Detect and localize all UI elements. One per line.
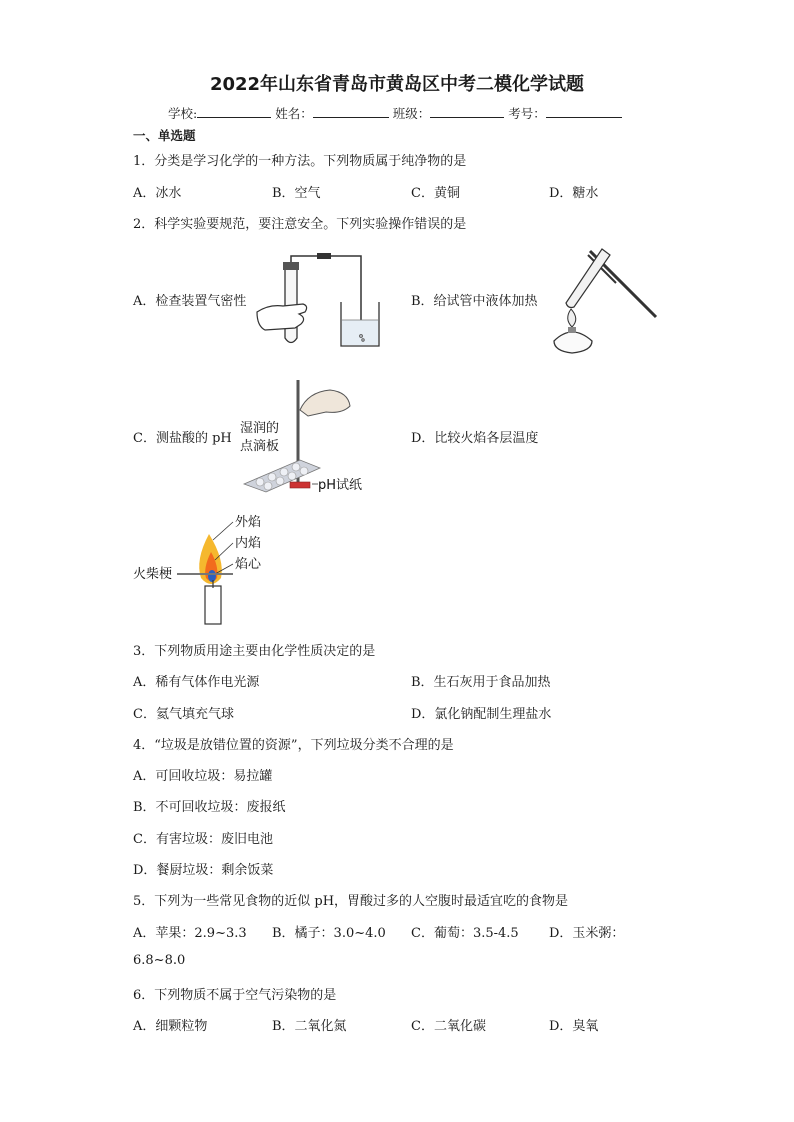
q5-option-d: D．玉米粥： xyxy=(549,926,625,941)
ph-paper-label: pH试纸 xyxy=(318,478,363,493)
q4-option-a: A．可回收垃圾：易拉罐 xyxy=(133,769,273,784)
q1-option-a: A．冰水 xyxy=(133,186,182,201)
q6-option-d: D．臭氧 xyxy=(549,1019,599,1034)
match-label: 火柴梗 xyxy=(133,567,173,582)
q4-option-b: B．不可回收垃圾：废报纸 xyxy=(133,800,286,815)
outer-flame-label: 外焰 xyxy=(235,515,262,530)
beaker-water xyxy=(342,320,378,345)
exam-no-label: 考号： xyxy=(508,106,546,121)
q3-option-d: D．氯化钠配制生理盐水 xyxy=(411,707,552,722)
q6-option-b: B．二氧化氮 xyxy=(272,1019,347,1034)
q1-option-c: C．黄铜 xyxy=(411,186,460,201)
spot-plate-label: 点滴板 xyxy=(240,439,280,454)
candle xyxy=(205,586,221,624)
section-heading: 一、单选题 xyxy=(133,128,196,143)
pointer-line xyxy=(213,522,233,540)
name-blank xyxy=(313,105,389,118)
lamp-wick-holder xyxy=(568,327,576,333)
flame-layers-figure xyxy=(133,510,293,630)
q3-option-b: B．生石灰用于食品加热 xyxy=(411,675,551,690)
q3-option-c: C．氦气填充气球 xyxy=(133,707,234,722)
page-title: 2022年山东省青岛市黄岛区中考二模化学试题 xyxy=(209,74,585,95)
question-6-stem: 6．下列物质不属于空气污染物的是 xyxy=(133,988,337,1003)
q6-option-c: C．二氧化碳 xyxy=(411,1019,486,1034)
school-blank xyxy=(197,105,271,118)
question-3-stem: 3．下列物质用途主要由化学性质决定的是 xyxy=(133,644,376,659)
hand xyxy=(300,390,350,416)
q2-option-d: D．比较火焰各层温度 xyxy=(411,431,539,446)
q5-option-d-continued: 6.8~8.0 xyxy=(133,953,186,968)
name-label: 姓名： xyxy=(275,106,313,121)
wet-label: 湿润的 xyxy=(240,421,280,436)
q1-option-d: D．糖水 xyxy=(549,186,599,201)
ph-paper xyxy=(290,482,310,488)
alcohol-lamp xyxy=(554,332,592,353)
test-tube xyxy=(566,249,610,308)
rubber-stopper xyxy=(283,262,299,270)
airtightness-check-figure xyxy=(255,250,385,350)
class-blank xyxy=(430,105,504,118)
q3-option-a: A．稀有气体作电光源 xyxy=(133,675,260,690)
q2-option-b: B．给试管中液体加热 xyxy=(411,294,538,309)
question-1-stem: 1．分类是学习化学的一种方法。下列物质属于纯净物的是 xyxy=(133,154,467,169)
ph-measurement-figure xyxy=(238,380,378,495)
school-label: 学校: xyxy=(168,106,198,121)
q5-option-b: B．橘子：3.0~4.0 xyxy=(272,926,386,941)
hand xyxy=(257,304,307,330)
tube-connector xyxy=(317,253,331,259)
flame-core-label: 焰心 xyxy=(235,557,262,572)
q5-option-c: C．葡萄：3.5-4.5 xyxy=(411,926,519,941)
q4-option-c: C．有害垃圾：废旧电池 xyxy=(133,832,273,847)
q6-option-a: A．细颗粒物 xyxy=(133,1019,208,1034)
question-2-stem: 2．科学实验要规范，要注意安全。下列实验操作错误的是 xyxy=(133,217,467,232)
flame-core xyxy=(208,570,216,582)
class-label: 班级： xyxy=(392,106,431,121)
exam-no-blank xyxy=(546,105,622,118)
flame xyxy=(568,309,576,327)
question-5-stem: 5．下列为一些常见食物的近似 pH，胃酸过多的人空腹时最适宜吃的食物是 xyxy=(133,894,569,909)
q1-option-b: B．空气 xyxy=(272,186,321,201)
question-4-stem: 4．“垃圾是放错位置的资源”，下列垃圾分类不合理的是 xyxy=(133,738,454,753)
student-info-line xyxy=(168,104,622,122)
q2-option-a: A．检查装置气密性 xyxy=(133,294,247,309)
inner-flame-label: 内焰 xyxy=(235,536,262,551)
q4-option-d: D．餐厨垃圾：剩余饭菜 xyxy=(133,863,274,878)
q5-option-a: A．苹果：2.9~3.3 xyxy=(133,926,247,941)
q2-option-c: C．测盐酸的 pH xyxy=(133,431,232,446)
heating-test-tube-figure xyxy=(538,243,663,358)
